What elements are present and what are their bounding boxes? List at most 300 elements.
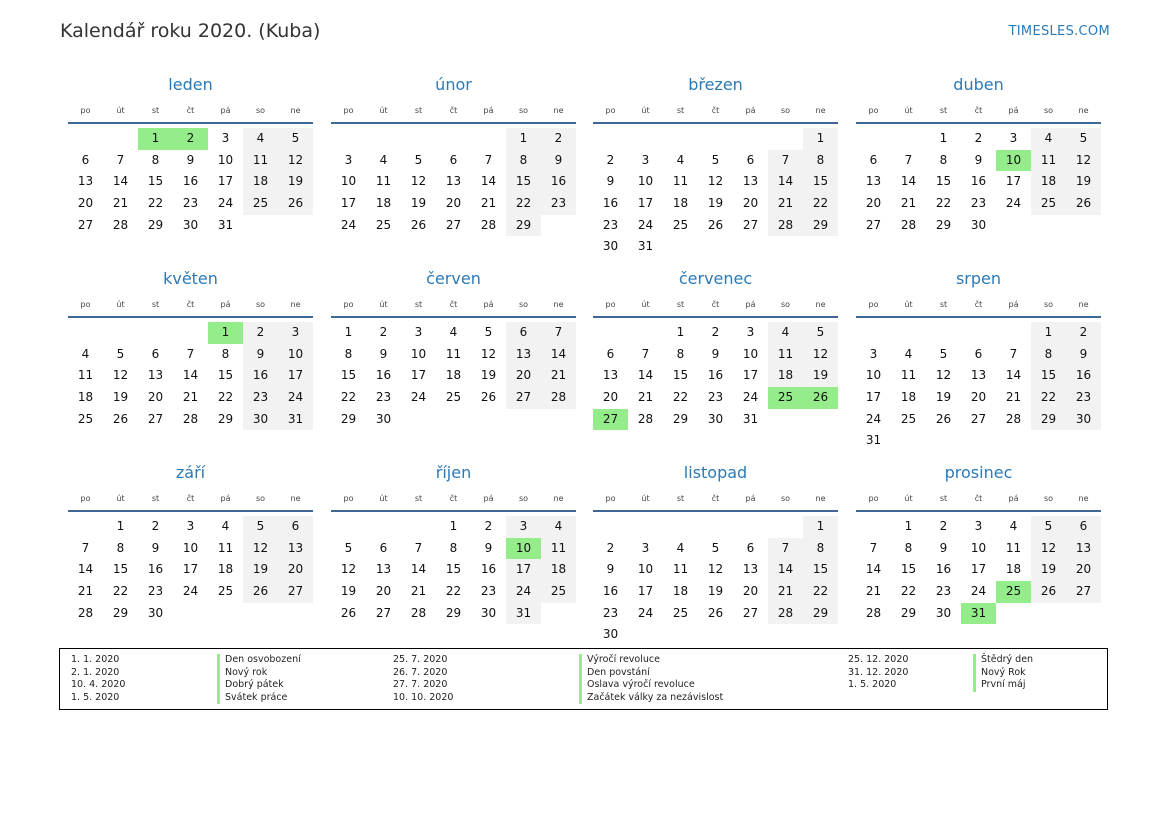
legend-names-3 <box>973 654 1033 692</box>
weekday-label: čt <box>974 106 983 115</box>
day-cell: 18 <box>77 390 94 405</box>
day-cell: 25 <box>900 411 917 426</box>
day-cell: 18 <box>900 390 917 405</box>
day-grid <box>593 516 838 646</box>
day-cell: 18 <box>541 559 576 581</box>
day-cell: 12 <box>480 346 497 361</box>
month-prosinec <box>856 464 1101 624</box>
weekday-label: pá <box>1008 106 1019 115</box>
weekday-label: pá <box>220 300 231 309</box>
day-cell: 2 <box>939 519 948 533</box>
weekday-label: út <box>904 300 913 309</box>
legend-names-2 <box>579 654 723 704</box>
day-cell: 5 <box>711 152 720 167</box>
day-cell: 23 <box>1066 387 1101 409</box>
weekday-label: st <box>151 494 160 503</box>
empty-cell <box>401 128 436 150</box>
day-cell: 31 <box>506 603 541 625</box>
empty-cell <box>68 322 103 344</box>
day-cell: 19 <box>707 196 724 211</box>
weekday-label: po <box>868 300 879 309</box>
day-cell: 5 <box>243 516 278 538</box>
weekday-label: ne <box>815 300 826 309</box>
day-cell: 2 <box>484 519 493 533</box>
legend-dates-2 <box>393 654 453 704</box>
day-cell: 23 <box>541 193 576 215</box>
day-cell: 15 <box>445 562 462 577</box>
day-cell: 18 <box>243 171 278 193</box>
day-cell: 13 <box>445 174 462 189</box>
day-cell: 11 <box>243 150 278 172</box>
day-cell: 24 <box>182 584 199 599</box>
day-cell: 30 <box>970 217 987 232</box>
weekday-label: ne <box>290 106 301 115</box>
day-cell: 10 <box>637 562 654 577</box>
weekday-label: út <box>379 106 388 115</box>
day-cell: 19 <box>935 390 952 405</box>
day-cell: 13 <box>970 368 987 383</box>
day-cell: 12 <box>1031 538 1066 560</box>
weekday-label: po <box>80 106 91 115</box>
day-cell: 8 <box>506 150 541 172</box>
day-cell: 19 <box>1066 171 1101 193</box>
holiday-day: 31 <box>961 603 996 625</box>
day-cell: 13 <box>278 538 313 560</box>
month-name: září <box>175 463 206 482</box>
day-cell: 21 <box>637 390 654 405</box>
weekday-label: čt <box>449 494 458 503</box>
day-cell: 21 <box>768 193 803 215</box>
day-cell: 27 <box>970 411 987 426</box>
weekday-label: st <box>939 106 948 115</box>
day-cell: 4 <box>1009 519 1018 533</box>
day-cell: 3 <box>869 346 878 361</box>
day-cell: 3 <box>221 131 230 145</box>
day-cell: 5 <box>1031 516 1066 538</box>
day-cell: 11 <box>672 174 689 189</box>
day-cell: 20 <box>602 390 619 405</box>
day-cell: 13 <box>742 562 759 577</box>
weekday-label: čt <box>711 300 720 309</box>
day-cell: 9 <box>541 150 576 172</box>
month-name: duben <box>953 75 1004 94</box>
weekday-label: pá <box>1008 300 1019 309</box>
holiday-day: 2 <box>173 128 208 150</box>
day-cell: 12 <box>410 174 427 189</box>
day-cell: 11 <box>217 540 234 555</box>
day-cell: 17 <box>742 368 759 383</box>
day-cell: 16 <box>602 584 619 599</box>
day-cell: 15 <box>1031 365 1066 387</box>
weekday-label: pá <box>745 300 756 309</box>
day-cell: 21 <box>182 390 199 405</box>
day-cell: 19 <box>480 368 497 383</box>
weekday-label: so <box>780 494 791 503</box>
empty-cell <box>856 516 891 538</box>
day-cell: 27 <box>375 605 392 620</box>
day-cell: 17 <box>182 562 199 577</box>
month-duben <box>856 76 1101 236</box>
holiday-day: 26 <box>803 387 838 409</box>
day-cell: 31 <box>217 217 234 232</box>
day-cell: 2 <box>606 540 615 555</box>
day-grid <box>331 516 576 624</box>
weekday-label: po <box>343 106 354 115</box>
day-cell: 17 <box>340 196 357 211</box>
site-link[interactable]: TIMESLES.COM <box>1008 24 1110 39</box>
day-cell: 1 <box>344 325 353 339</box>
day-cell: 2 <box>379 325 388 339</box>
day-cell: 22 <box>147 196 164 211</box>
month-name: říjen <box>435 463 472 482</box>
header-rule <box>68 122 313 124</box>
day-cell: 14 <box>112 174 129 189</box>
legend-holiday-name: Svátek práce <box>217 692 301 705</box>
weekday-label: so <box>255 300 266 309</box>
weekday-label: pá <box>220 106 231 115</box>
weekday-label: so <box>518 494 529 503</box>
weekday-label: st <box>414 106 423 115</box>
day-cell: 19 <box>340 584 357 599</box>
weekday-label: út <box>904 106 913 115</box>
day-cell: 21 <box>541 365 576 387</box>
day-cell: 28 <box>480 217 497 232</box>
weekday-header <box>856 494 1101 507</box>
day-cell: 26 <box>480 390 497 405</box>
day-cell: 29 <box>1031 409 1066 431</box>
month-name: červen <box>426 269 481 288</box>
empty-cell <box>331 128 366 150</box>
weekday-label: čt <box>711 494 720 503</box>
day-cell: 12 <box>278 150 313 172</box>
month-name: únor <box>435 75 472 94</box>
day-cell: 3 <box>974 519 983 533</box>
day-cell: 15 <box>112 562 129 577</box>
weekday-header <box>331 300 576 313</box>
day-cell: 14 <box>77 562 94 577</box>
day-cell: 20 <box>445 196 462 211</box>
weekday-label: so <box>780 300 791 309</box>
day-cell: 11 <box>77 368 94 383</box>
day-cell: 8 <box>904 540 913 555</box>
day-cell: 16 <box>707 368 724 383</box>
day-cell: 30 <box>602 239 619 254</box>
empty-cell <box>733 128 768 150</box>
day-cell: 17 <box>410 368 427 383</box>
weekday-label: po <box>343 300 354 309</box>
day-cell: 16 <box>541 171 576 193</box>
empty-cell <box>856 322 891 344</box>
day-cell: 12 <box>935 368 952 383</box>
day-cell: 8 <box>221 346 230 361</box>
day-cell: 17 <box>278 365 313 387</box>
day-cell: 26 <box>935 411 952 426</box>
legend-date: 25. 12. 2020 <box>848 654 909 665</box>
weekday-header <box>593 300 838 313</box>
day-cell: 15 <box>340 368 357 383</box>
day-cell: 15 <box>935 174 952 189</box>
day-grid <box>68 322 313 430</box>
day-cell: 22 <box>112 584 129 599</box>
day-cell: 16 <box>243 365 278 387</box>
day-cell: 12 <box>707 174 724 189</box>
empty-cell <box>768 516 803 538</box>
day-cell: 3 <box>506 516 541 538</box>
day-cell: 8 <box>344 346 353 361</box>
day-cell: 10 <box>742 346 759 361</box>
weekday-label: út <box>641 106 650 115</box>
weekday-label: čt <box>711 106 720 115</box>
weekday-header <box>331 106 576 119</box>
day-cell: 14 <box>768 559 803 581</box>
day-cell: 7 <box>768 150 803 172</box>
day-cell: 28 <box>112 217 129 232</box>
day-cell: 18 <box>217 562 234 577</box>
weekday-label: čt <box>974 300 983 309</box>
day-cell: 14 <box>768 171 803 193</box>
day-cell: 30 <box>1066 409 1101 431</box>
day-cell: 4 <box>81 346 90 361</box>
empty-cell <box>593 128 628 150</box>
day-cell: 25 <box>541 581 576 603</box>
day-cell: 24 <box>217 196 234 211</box>
day-cell: 15 <box>900 562 917 577</box>
day-cell: 5 <box>278 128 313 150</box>
day-cell: 14 <box>900 174 917 189</box>
day-cell: 1 <box>1031 322 1066 344</box>
legend-date: 31. 12. 2020 <box>848 666 909 678</box>
month-únor <box>331 76 576 236</box>
weekday-label: so <box>1043 106 1054 115</box>
day-cell: 27 <box>445 217 462 232</box>
weekday-label: so <box>255 106 266 115</box>
day-cell: 17 <box>217 174 234 189</box>
empty-cell <box>891 322 926 344</box>
day-cell: 30 <box>375 411 392 426</box>
day-cell: 18 <box>768 365 803 387</box>
weekday-label: út <box>641 494 650 503</box>
weekday-label: út <box>116 494 125 503</box>
day-cell: 16 <box>970 174 987 189</box>
day-cell: 6 <box>746 540 755 555</box>
day-cell: 9 <box>243 344 278 366</box>
weekday-header <box>68 300 313 313</box>
day-cell: 11 <box>900 368 917 383</box>
weekday-label: ne <box>1078 300 1089 309</box>
day-cell: 27 <box>147 411 164 426</box>
day-cell: 16 <box>935 562 952 577</box>
month-srpen <box>856 270 1101 452</box>
day-cell: 6 <box>278 516 313 538</box>
day-cell: 12 <box>803 344 838 366</box>
day-cell: 20 <box>865 196 882 211</box>
day-cell: 15 <box>803 171 838 193</box>
header-rule <box>68 316 313 318</box>
day-cell: 14 <box>410 562 427 577</box>
day-cell: 20 <box>506 365 541 387</box>
empty-cell <box>366 516 401 538</box>
day-cell: 6 <box>379 540 388 555</box>
day-cell: 26 <box>707 605 724 620</box>
day-cell: 28 <box>1005 411 1022 426</box>
legend-holiday-name: Dobrý pátek <box>217 679 301 692</box>
weekday-header <box>68 494 313 507</box>
day-cell: 4 <box>449 325 458 339</box>
day-cell: 29 <box>217 411 234 426</box>
day-grid <box>331 128 576 236</box>
weekday-label: ne <box>1078 106 1089 115</box>
day-cell: 24 <box>865 411 882 426</box>
day-cell: 25 <box>672 217 689 232</box>
weekday-label: st <box>414 494 423 503</box>
legend-date: 27. 7. 2020 <box>393 679 448 690</box>
day-cell: 23 <box>182 196 199 211</box>
day-cell: 22 <box>935 196 952 211</box>
day-cell: 22 <box>900 584 917 599</box>
day-cell: 19 <box>278 171 313 193</box>
day-cell: 28 <box>900 217 917 232</box>
month-name: srpen <box>955 269 1002 288</box>
month-name: leden <box>168 75 213 94</box>
day-cell: 25 <box>672 605 689 620</box>
day-cell: 17 <box>637 584 654 599</box>
empty-cell <box>768 128 803 150</box>
holiday-day: 1 <box>138 128 173 150</box>
empty-cell <box>401 516 436 538</box>
day-cell: 7 <box>869 540 878 555</box>
day-cell: 26 <box>1066 193 1101 215</box>
day-cell: 28 <box>541 387 576 409</box>
day-cell: 25 <box>217 584 234 599</box>
day-cell: 21 <box>865 584 882 599</box>
day-cell: 24 <box>637 605 654 620</box>
day-cell: 4 <box>243 128 278 150</box>
day-cell: 26 <box>112 411 129 426</box>
header-rule <box>331 316 576 318</box>
legend-date: 26. 7. 2020 <box>393 666 448 678</box>
day-cell: 24 <box>742 390 759 405</box>
day-cell: 22 <box>217 390 234 405</box>
weekday-label: st <box>676 494 685 503</box>
day-cell: 11 <box>768 344 803 366</box>
day-cell: 29 <box>672 411 689 426</box>
day-cell: 27 <box>742 605 759 620</box>
empty-cell <box>593 516 628 538</box>
weekday-label: ne <box>290 494 301 503</box>
legend-dates-1 <box>71 654 125 704</box>
legend-holiday-name: Výročí revoluce <box>579 654 723 667</box>
weekday-label: ne <box>815 494 826 503</box>
day-cell: 21 <box>900 196 917 211</box>
day-cell: 7 <box>414 540 423 555</box>
day-cell: 9 <box>151 540 160 555</box>
day-cell: 18 <box>1031 171 1066 193</box>
day-cell: 2 <box>606 152 615 167</box>
weekday-label: út <box>116 106 125 115</box>
day-cell: 29 <box>506 215 541 237</box>
day-cell: 10 <box>865 368 882 383</box>
day-cell: 11 <box>541 538 576 560</box>
month-name: prosinec <box>944 463 1013 482</box>
header-rule <box>593 510 838 512</box>
day-cell: 9 <box>186 152 195 167</box>
day-cell: 7 <box>1009 346 1018 361</box>
day-cell: 29 <box>147 217 164 232</box>
day-cell: 18 <box>1005 562 1022 577</box>
day-cell: 24 <box>410 390 427 405</box>
day-cell: 1 <box>116 519 125 533</box>
weekday-label: ne <box>815 106 826 115</box>
day-cell: 5 <box>939 346 948 361</box>
day-cell: 16 <box>602 196 619 211</box>
day-cell: 1 <box>676 325 685 339</box>
weekday-label: ne <box>1078 494 1089 503</box>
weekday-label: ne <box>553 494 564 503</box>
day-cell: 18 <box>672 196 689 211</box>
day-cell: 8 <box>449 540 458 555</box>
day-cell: 29 <box>803 215 838 237</box>
day-cell: 17 <box>637 196 654 211</box>
day-cell: 29 <box>112 605 129 620</box>
weekday-label: čt <box>186 494 195 503</box>
day-cell: 18 <box>672 584 689 599</box>
holiday-legend <box>59 648 1108 710</box>
day-cell: 22 <box>340 390 357 405</box>
day-grid <box>331 322 576 430</box>
day-cell: 2 <box>711 325 720 339</box>
day-cell: 31 <box>278 409 313 431</box>
empty-cell <box>698 516 733 538</box>
empty-cell <box>103 322 138 344</box>
day-cell: 1 <box>506 128 541 150</box>
day-cell: 15 <box>147 174 164 189</box>
day-cell: 19 <box>707 584 724 599</box>
weekday-label: ne <box>290 300 301 309</box>
day-cell: 4 <box>904 346 913 361</box>
day-cell: 20 <box>742 584 759 599</box>
day-cell: 12 <box>340 562 357 577</box>
day-cell: 4 <box>221 519 230 533</box>
day-grid <box>856 128 1101 236</box>
day-cell: 16 <box>182 174 199 189</box>
day-cell: 25 <box>1031 193 1066 215</box>
weekday-label: so <box>1043 494 1054 503</box>
day-cell: 21 <box>1005 390 1022 405</box>
day-cell: 26 <box>243 581 278 603</box>
day-cell: 1 <box>904 519 913 533</box>
day-cell: 2 <box>1066 322 1101 344</box>
day-cell: 7 <box>768 538 803 560</box>
day-cell: 5 <box>414 152 423 167</box>
empty-cell <box>138 322 173 344</box>
weekday-header <box>856 300 1101 313</box>
weekday-label: ne <box>553 106 564 115</box>
day-cell: 23 <box>147 584 164 599</box>
day-cell: 5 <box>803 322 838 344</box>
weekday-header <box>68 106 313 119</box>
day-cell: 17 <box>506 559 541 581</box>
day-cell: 5 <box>116 346 125 361</box>
day-cell: 4 <box>541 516 576 538</box>
empty-cell <box>891 128 926 150</box>
day-cell: 25 <box>243 193 278 215</box>
day-cell: 6 <box>606 346 615 361</box>
day-cell: 15 <box>506 171 541 193</box>
day-cell: 9 <box>711 346 720 361</box>
weekday-label: út <box>116 300 125 309</box>
empty-cell <box>663 516 698 538</box>
weekday-label: pá <box>220 494 231 503</box>
